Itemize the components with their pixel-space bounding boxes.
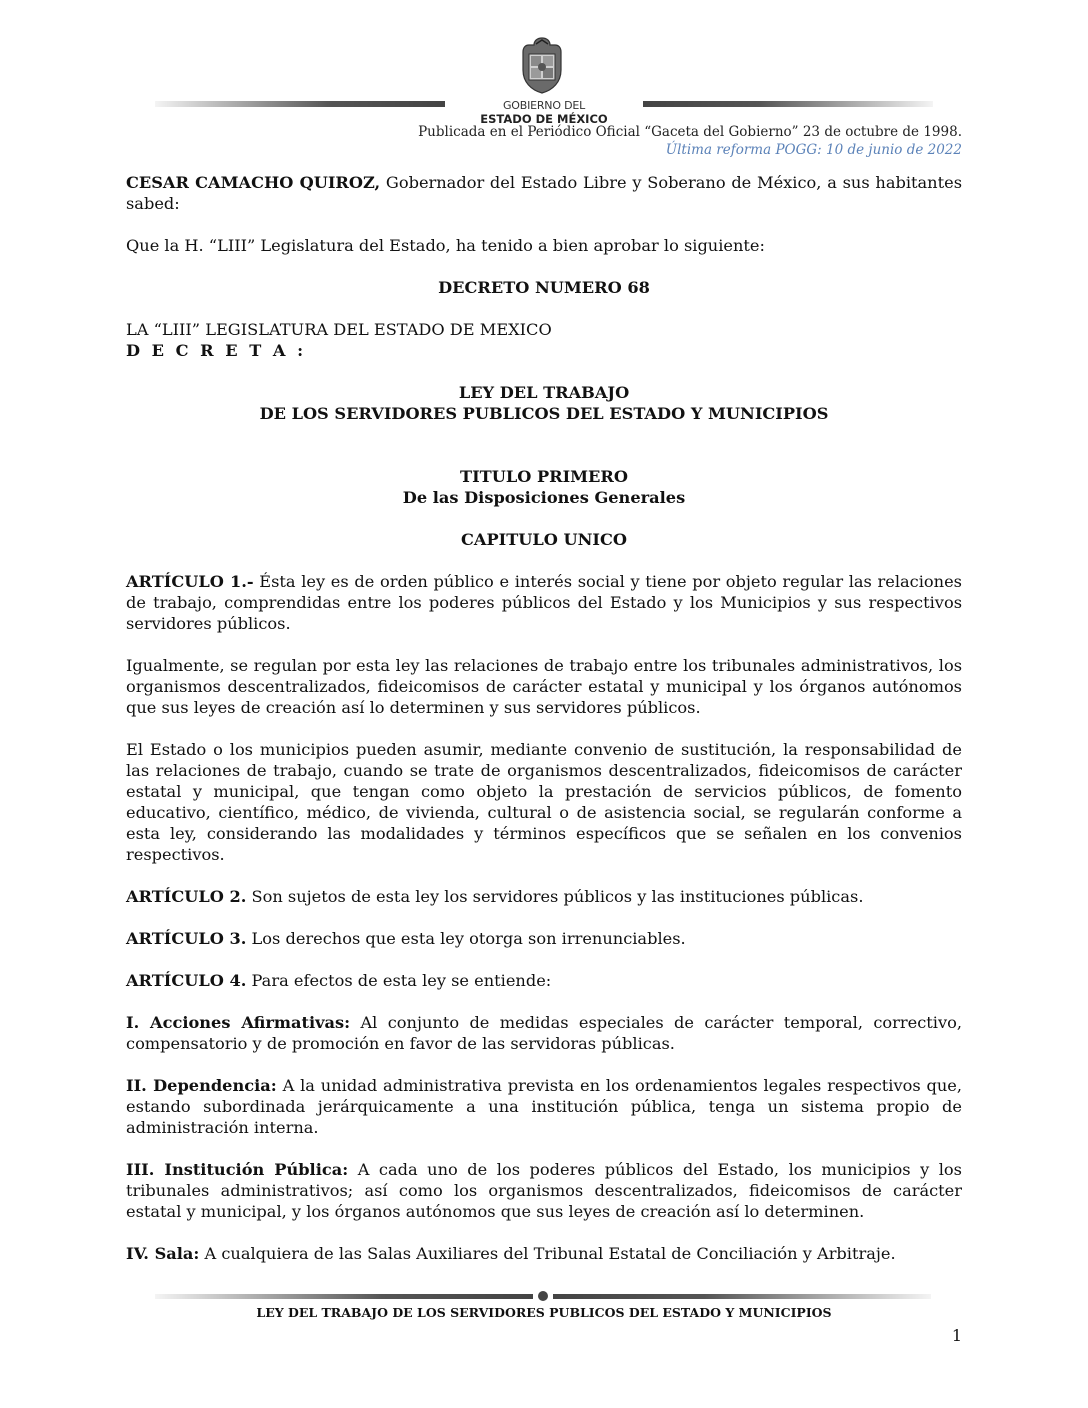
- fraction-i: [126, 1012, 962, 1054]
- article-1-label: ARTÍCULO 1.-: [126, 572, 254, 591]
- article-3-text: Los derechos que esta ley otorga son irrenunciables.: [246, 929, 686, 948]
- governor-name: CESAR CAMACHO QUIROZ,: [126, 173, 381, 192]
- government-line-1: GOBIERNO DEL: [502, 99, 586, 112]
- fraction-i-label: I. Acciones Afirmativas:: [126, 1013, 351, 1032]
- last-reform-note: Última reforma POGG: 10 de junio de 2022: [665, 142, 962, 158]
- article-4-text: Para efectos de esta ley se entiende:: [246, 971, 552, 990]
- estado-de-mexico-crest-icon: [517, 36, 567, 94]
- decreta-line: D E C R E T A :: [126, 341, 307, 360]
- intro-paragraph: [126, 172, 962, 214]
- article-3-label: ARTÍCULO 3.: [126, 929, 247, 948]
- page-number: 1: [951, 1326, 962, 1345]
- intro-text: Gobernador del Estado Libre y Soberano de México, a sus habitantes sabed:: [126, 173, 962, 213]
- header-rule-left: [155, 101, 445, 107]
- article-3: [126, 928, 962, 949]
- government-line-2: ESTADO DE MÉXICO: [480, 112, 608, 126]
- title-heading: TITULO PRIMERO: [460, 467, 628, 486]
- law-title-2: DE LOS SERVIDORES PUBLICOS DEL ESTADO Y MUNICIPIOS: [259, 404, 829, 423]
- fraction-i-text: Al conjunto de medidas especiales de carácter temporal, correctivo, compensatorio y de promoción en favor de las servidoras públicas.: [126, 1013, 962, 1053]
- footer-dot-icon: [538, 1291, 548, 1301]
- chapter-heading: CAPITULO UNICO: [461, 530, 627, 549]
- fraction-ii-label: II. Dependencia:: [126, 1076, 277, 1095]
- article-2-text: Son sujetos de esta ley los servidores públicos y las instituciones públicas.: [246, 887, 864, 906]
- fraction-ii-text: A la unidad administrativa prevista en los ordenamientos legales respectivos que, estando subordinada jerárquicamente a una institución pública, tenga un sistema propio de administración interna.: [126, 1076, 963, 1137]
- legislature-line: LA “LIII” LEGISLATURA DEL ESTADO DE MEXICO: [126, 320, 552, 339]
- page-header: [0, 0, 1088, 165]
- article-2: [126, 886, 962, 907]
- footer-title: LEY DEL TRABAJO DE LOS SERVIDORES PUBLICOS DEL ESTADO Y MUNICIPIOS: [256, 1305, 832, 1320]
- law-title-1: LEY DEL TRABAJO: [458, 383, 630, 402]
- article-1-paragraph-3: El Estado o los municipios pueden asumir, mediante convenio de sustitución, la responsabilidad de las relaciones de trabajo, cuando se trate de organismos descentralizados, fideicomisos de carácter estatal y municipal, que tengan como objeto la prestación de servicios públicos, de fomento educativo, científico, médico, de vivienda, cultural o de asistencia social, se regularán conforme a esta ley, considerando las modalidades y términos específicos que se señalen en los convenios respectivos.: [126, 740, 962, 864]
- article-4-label: ARTÍCULO 4.: [126, 971, 247, 990]
- fraction-ii: [126, 1075, 962, 1138]
- fraction-iv-text: A cualquiera de las Salas Auxiliares del Tribunal Estatal de Conciliación y Arbitraje.: [199, 1244, 896, 1263]
- header-rule-right: [643, 101, 933, 107]
- fraction-iii-label: III. Institución Pública:: [126, 1160, 349, 1179]
- fraction-iv-label: IV. Sala:: [126, 1244, 200, 1263]
- article-1: [126, 571, 962, 634]
- article-4: [126, 970, 962, 991]
- fraction-iv: [126, 1243, 962, 1264]
- intro-paragraph-2: Que la H. “LIII” Legislatura del Estado, ha tenido a bien aprobar lo siguiente:: [126, 236, 765, 255]
- footer-rule-right: [553, 1294, 931, 1299]
- article-2-label: ARTÍCULO 2.: [126, 887, 247, 906]
- article-1-text: Ésta ley es de orden público e interés social y tiene por objeto regular las relaciones de trabajo, comprendidas entre los poderes públicos del Estado y los Municipios y sus respectivos servidores públicos.: [126, 572, 962, 633]
- fraction-iii-text: A cada uno de los poderes públicos del Estado, los municipios y los tribunales administrativos; así como los organismos descentralizados, fideicomisos de carácter estatal y municipal, y los órganos autónomos que sus leyes de creación así lo determinen.: [126, 1160, 962, 1221]
- article-1-paragraph-2: Igualmente, se regulan por esta ley las relaciones de trabajo entre los tribunales administrativos, los organismos descentralizados, fideicomisos de carácter estatal y municipal y los órganos autónomos que sus leyes de creación así lo determinen y sus servidores públicos.: [126, 656, 962, 717]
- decree-number: DECRETO NUMERO 68: [438, 278, 650, 297]
- footer-rule-left: [155, 1294, 533, 1299]
- fraction-iii: [126, 1159, 962, 1222]
- document-body: [126, 172, 962, 1264]
- publication-note: Publicada en el Periódico Oficial “Gaceta del Gobierno” 23 de octubre de 1998.: [418, 124, 962, 140]
- title-subheading: De las Disposiciones Generales: [402, 488, 686, 507]
